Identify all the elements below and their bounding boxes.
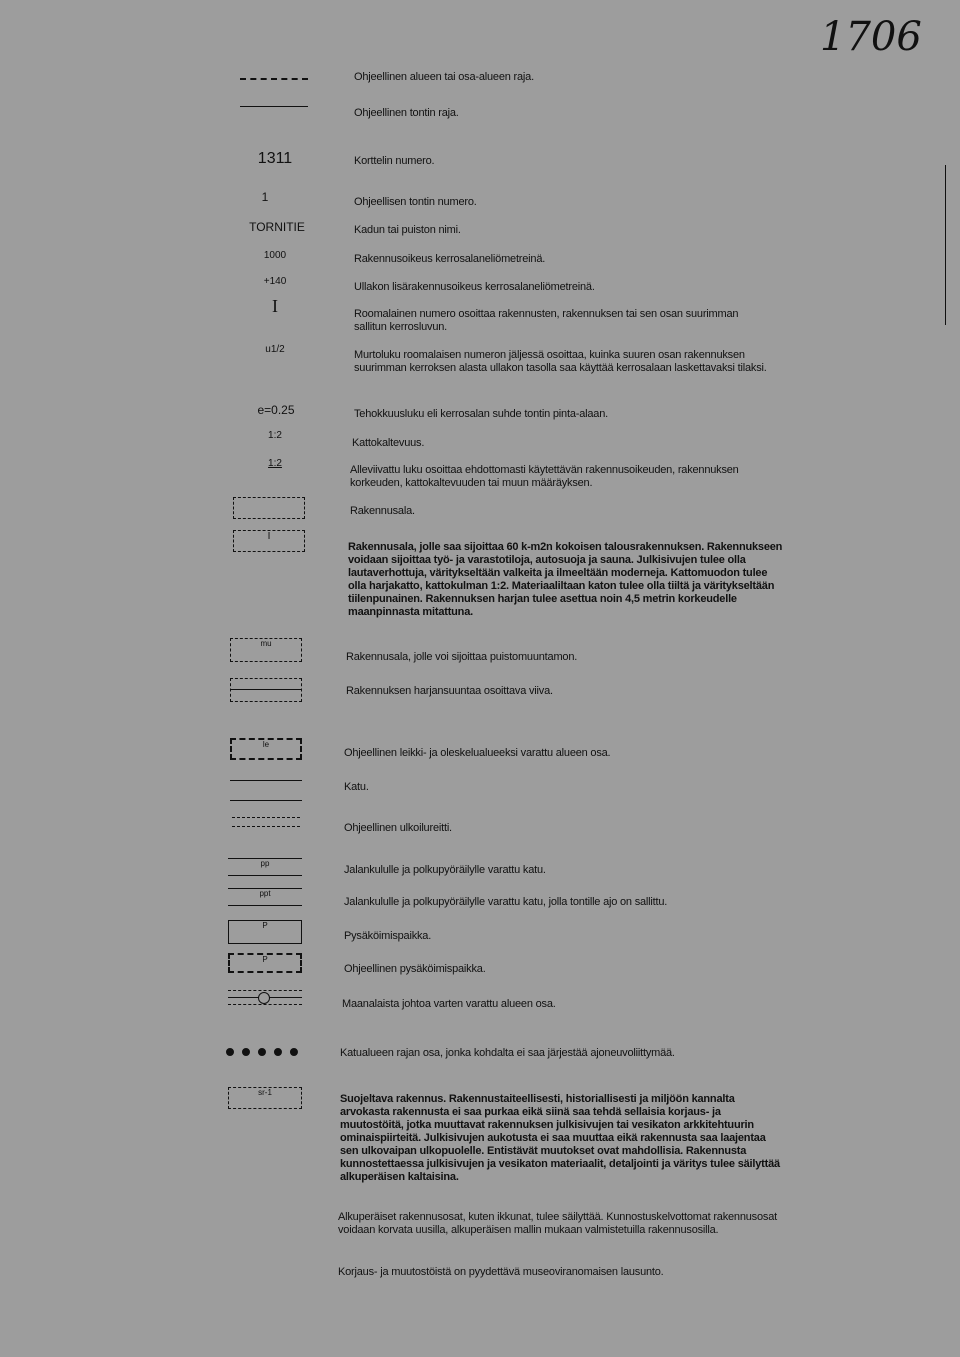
legend-lot-boundary: Ohjeellinen tontin raja. [354,107,459,119]
legend-outbuilding-area: Rakennusala, jolle saa sijoittaa 60 k-m2n kokoisen talousrakennuksen. Rakennukseen voidaan sijoittaa työ- ja varastotiloja, autosuoja ja sauna. Julkisivujen tulee olla lautaverhottuja, väritykseltään valkeita ja ilmeeltään moderneja. Kattomuodon tulee olla harjakatto, kattokulman 1:2. Materiaaliltaan katon tulee olla tiiltä ja väritykseltään tiilenpunainen. Rakennuksen harjan tulee asettua noin 4,5 metrin korkeudelle maanpinnasta mitattuna. [348,541,783,618]
p-label: P [262,921,268,930]
legend-pedestrian-street: Jalankululle ja polkupyöräilylle varattu katu. [344,864,546,876]
legend-attic-area: Ullakon lisärakennusoikeus kerrosalaneliömetreinä. [354,281,595,293]
ppt-label: ppt [255,889,274,898]
legend-trail: Ohjeellinen ulkoilureitti. [344,822,452,834]
legend-parking: Pysäköimispaikka. [344,930,432,942]
legend-block-number: Korttelin numero. [354,155,435,167]
street-symbol [230,780,302,781]
attic-area-symbol: +140 [263,276,287,287]
legend-pedestrian-street-access: Jalankululle ja polkupyöräilylle varattu katu, jolla tontille ajo on sallittu. [344,896,668,908]
transformer-area-symbol [230,638,302,662]
street-name-symbol: TORNITIE [249,220,305,234]
symbol-lot-boundary [240,106,308,107]
le-label: le [262,740,270,749]
building-area-outbuilding-symbol: I [233,530,305,552]
fraction-symbol: u1/2 [265,344,285,355]
parking-indicative-symbol [228,953,302,973]
pedestrian-street-symbol [228,858,302,876]
p-dashed-label: P [262,955,268,964]
page-number: 1706 [820,14,922,60]
roof-pitch-symbol: 1:2 [268,430,282,441]
no-access-symbol [226,1048,298,1056]
roof-pitch-underlined-symbol: 1:2 [268,458,282,469]
legend-original-parts: Alkuperäiset rakennusosat, kuten ikkunat, tulee säilyttää. Kunnostuskelvottomat rakennusosat voidaan korvata uusilla, alkuperäisen mallin mukaan valmistetuilla rakennusosilla. [338,1211,777,1236]
utility-corridor-symbol-2 [228,1004,302,1005]
legend-building-area: Rakennusala. [350,505,415,517]
play-area-symbol [230,738,302,760]
lot-number-symbol: 1 [261,190,269,204]
roman-numeral-symbol: I [272,296,278,316]
floor-area-symbol: 1000 [263,250,287,261]
margin-rule [945,165,946,325]
legend-roof-pitch: Kattokaltevuus. [352,437,425,449]
legend-protected-building: Suojeltava rakennus. Rakennustaiteellisesti, historiallisesti ja miljöön kannalta arvokasta rakennusta ei saa purkaa eikä siinä saa tehdä sellaisia korjaus- ja muutostöitä, jotka muuttavat rakennuksen julkisivujen tai vesikaton arkkitehtuurin ominaispiirteitä. Julkisivujen aukotusta ei saa muuttaa eikä rakennusta saa laajentaa sen ulkovaipan ulkopuolelle. Entistävät muutokset ovat mahdollisia. Rakennusta kunnostettaessa julkisivujen ja vesikaton materiaalit, detaljointi ja väritys tulee säilyttää alkuperäisen kaltaisina. [340,1093,780,1183]
mu-label: mu [260,639,272,648]
legend-roman-numeral: Roomalainen numero osoittaa rakennusten, rakennuksen tai sen osan suurimman sallitun kerrosluvun. [354,308,739,333]
legend-parking-indicative: Ohjeellinen pysäköimispaikka. [344,963,486,975]
pedestrian-street-access-symbol [228,888,302,906]
ridge-direction-line [230,689,302,690]
legend-area-boundary: Ohjeellinen alueen tai osa-alueen raja. [354,71,534,83]
legend-utility-corridor: Maanalaista johtoa varten varattu alueen osa. [342,998,556,1010]
legend-underlined: Alleviivattu luku osoittaa ehdottomasti käytettävän rakennusoikeuden, rakennuksen korkeuden, kattokaltevuuden tai muun määräyksen. [350,464,739,489]
block-number-symbol: 1311 [257,150,293,167]
symbol-area-boundary [240,78,308,80]
street-symbol-2 [230,800,302,801]
pp-label: pp [257,859,274,868]
legend-no-access: Katualueen rajan osa, jonka kohdalta ei saa järjestää ajoneuvoliittymää. [340,1047,675,1059]
utility-circle-icon [258,992,270,1004]
legend-museum-statement: Korjaus- ja muutostöistä on pyydettävä museoviranomaisen lausunto. [338,1266,664,1278]
efficiency-symbol: e=0.25 [257,403,295,417]
trail-symbol-2 [232,826,300,827]
legend-efficiency: Tehokkuusluku eli kerrosalan suhde tontin pinta-alaan. [354,408,608,420]
legend-floor-area: Rakennusoikeus kerrosalaneliömetreinä. [354,253,546,265]
utility-corridor-symbol [228,990,302,991]
legend-street-name: Kadun tai puiston nimi. [354,224,461,236]
legend-fraction: Murtoluku roomalaisen numeron jäljessä osoittaa, kuinka suuren osan rakennuksen suurimman kerroksen alasta ullakon tasolla saa käyttää kerrosalaan laskettavaksi tilaksi. [354,349,767,374]
ridge-direction-symbol [230,678,302,702]
legend-street: Katu. [344,781,369,793]
building-area-symbol [233,497,305,519]
sr-label: sr-1 [258,1088,272,1097]
protected-building-symbol [228,1087,302,1109]
legend-lot-number: Ohjeellisen tontin numero. [354,196,477,208]
trail-symbol [232,817,300,818]
legend-transformer-area: Rakennusala, jolle voi sijoittaa puistomuuntamon. [346,651,578,663]
legend-ridge-direction: Rakennuksen harjansuuntaa osoittava viiva. [346,685,553,697]
parking-symbol [228,920,302,944]
legend-play-area: Ohjeellinen leikki- ja oleskelualueeksi varattu alueen osa. [344,747,611,759]
